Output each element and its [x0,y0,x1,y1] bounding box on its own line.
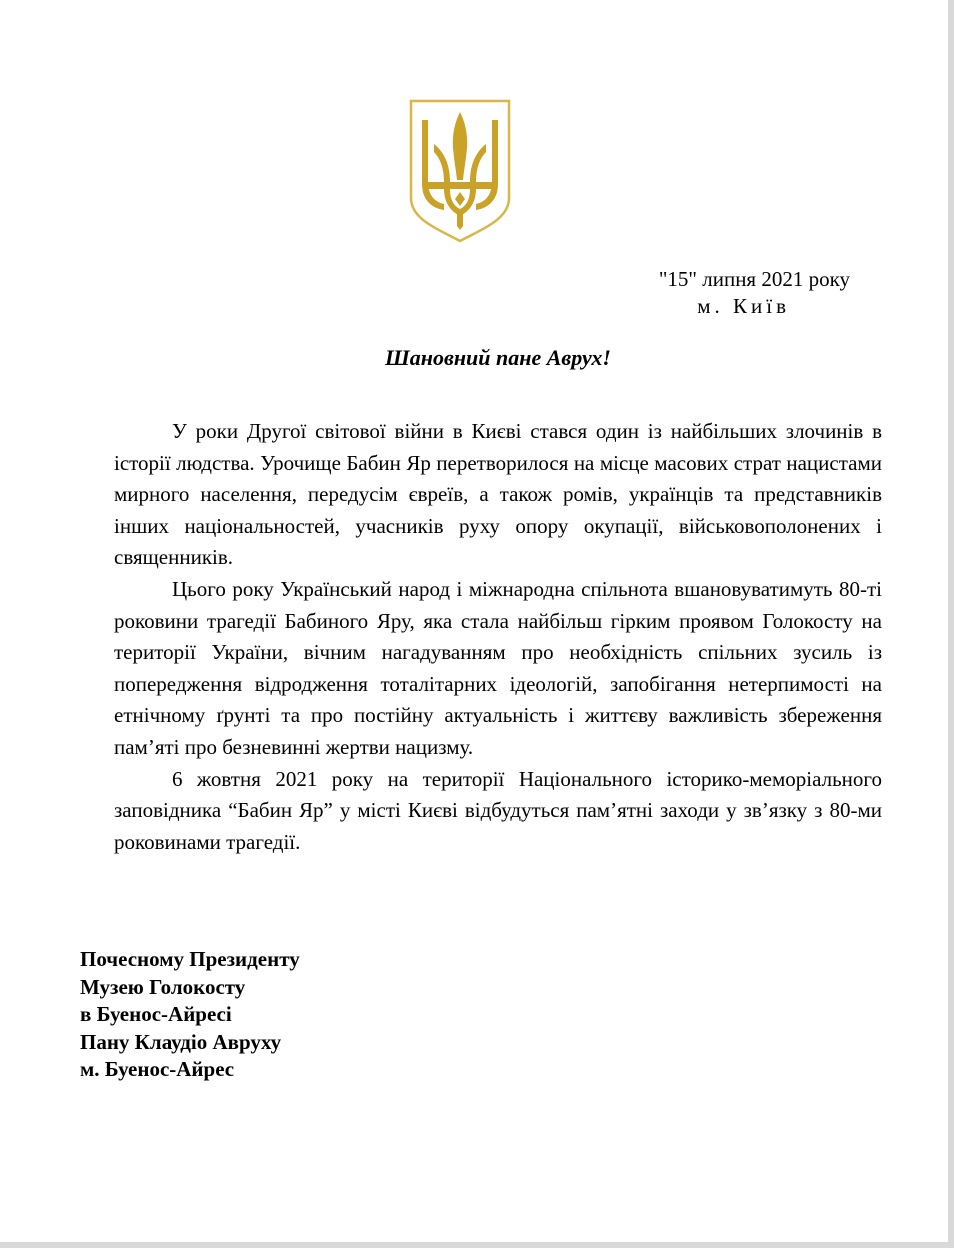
body-paragraph: У роки Другої світової війни в Києві стався один із найбільших злочинів в історії людства. Урочище Бабин Яр перетворилося на місце масових страт нацистами мирного населення, передусім євреїв, а також ромів, українців та представників інших національностей, учасників руху опору окупації, військовополонених і священників. [114,419,882,570]
salutation: Шановний пане Аврух! [385,345,611,370]
page-edge-bottom [0,1242,954,1248]
page-edge-right [948,0,954,1248]
body-paragraph: 6 жовтня 2021 року на території Національного історико-меморіального заповідника “Бабин Яр” у місті Києві відбудуться пам’ятні заходи у зв’язку з 80-ми роковинами трагедії. [114,766,882,854]
addressee-line: в Буенос-Айресі [80,1002,232,1026]
letter-body [114,416,882,858]
trident-coat-of-arms-icon [408,98,512,244]
letter-city: м. Київ [697,294,790,318]
addressee-line: Музею Голокосту [80,974,246,999]
addressee-line: м. Буенос-Айрес [80,1057,235,1081]
addressee-line: Пану Клаудіо Авруху [80,1029,282,1054]
addressee-block [80,946,500,1084]
letter-date: "15" липня 2021 року [658,267,850,291]
body-paragraph: Цього року Український народ і міжнародна спільнота вшановуватимуть 80-ті роковини трагедії Бабиного Яру, яка стала найбільш гірким проявом Голокосту на території України, вічним нагадуванням про необхідність спільних зусиль із попередження відродження тоталітарних ідеологій, запобігання нетерпимості на етнічному ґрунті та про постійну актуальність і життєву важливість збереження пам’яті про безневинні жертви нацизму. [114,576,882,759]
addressee-line: Почесному Президенту [80,947,300,971]
